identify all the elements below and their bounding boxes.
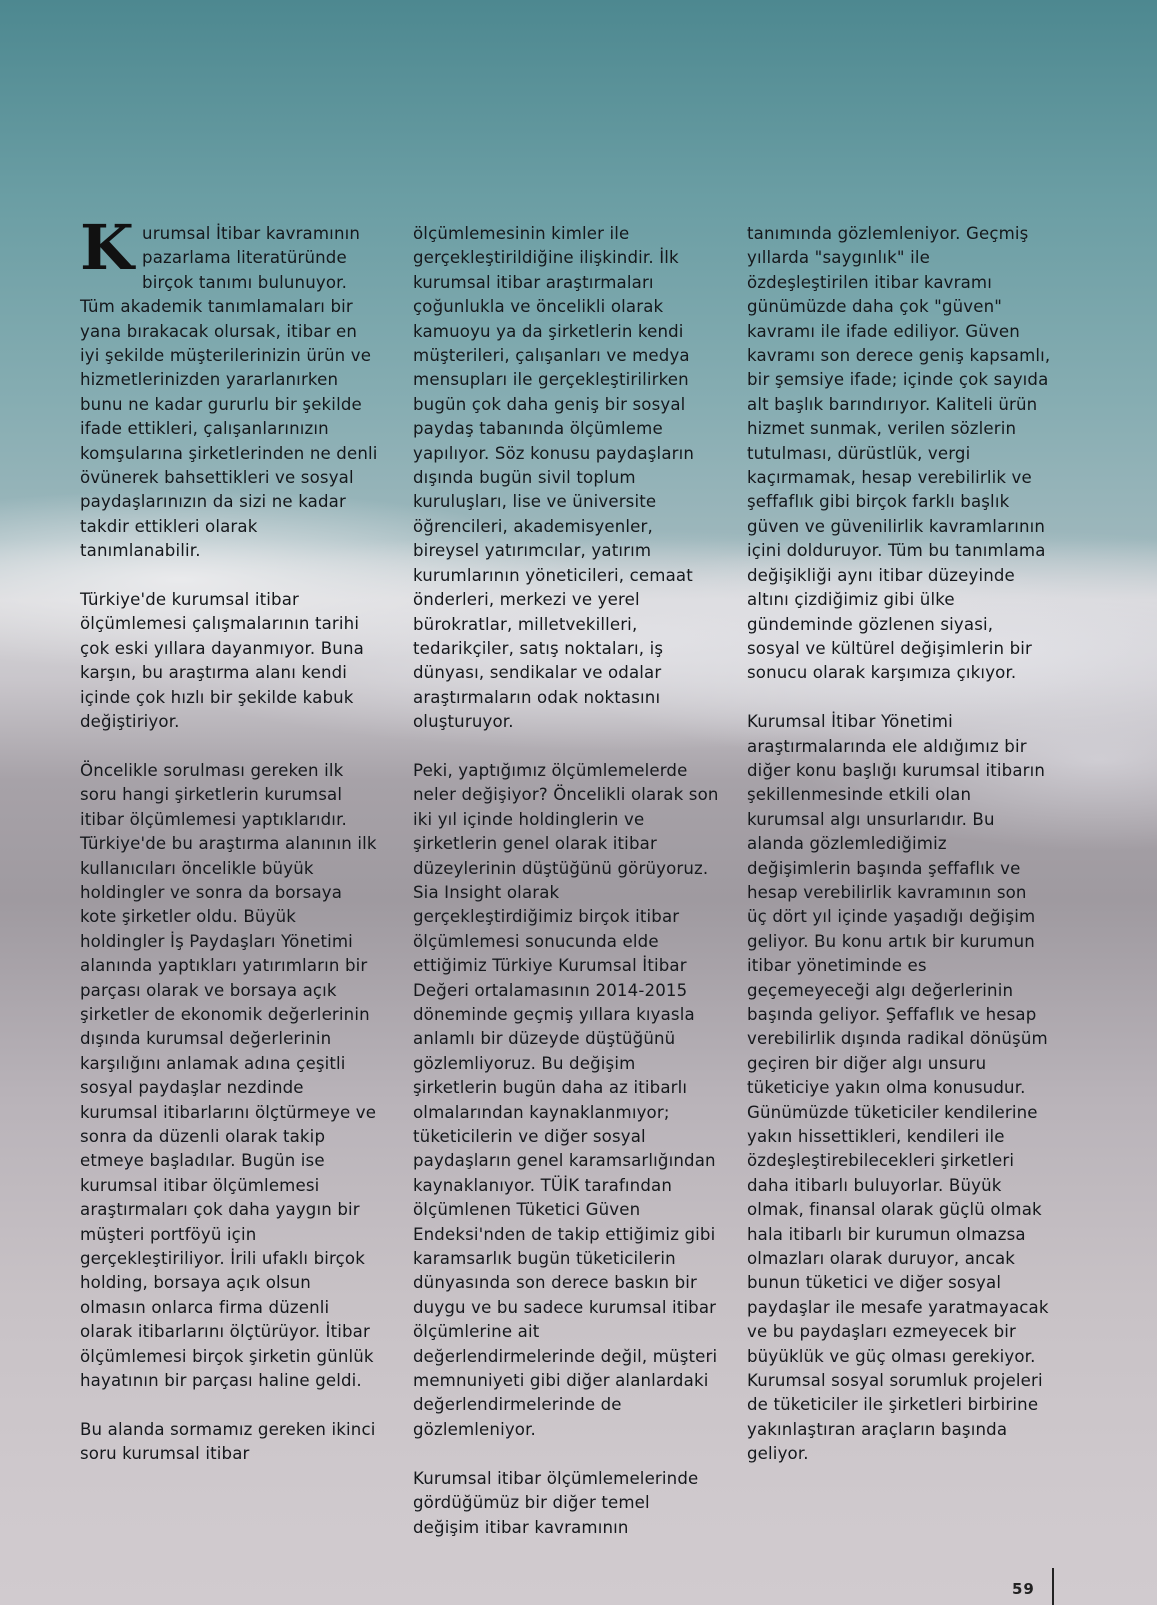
paragraph: ölçümlemesinin kimler ile gerçekleştirildiğine ilişkindir. İlk kurumsal itibar araştırmaları çoğunlukla ve öncelikli olarak kamuoyu ya da şirketlerin kendi müşterileri, çalışanları ve medya mensupları ile gerçekleştirilirken bugün çok daha geniş bir sosyal paydaş tabanında ölçümleme yapılıyor. Söz konusu paydaşların dışında bugün sivil toplum kuruluşları, lise ve üniversite öğrencileri, akademisyenler, bireysel yatırımcılar, yatırım kurumlarının yöneticileri, cemaat önderleri, merkezi ve yerel bürokratlar, milletvekilleri, tedarikçiler, satış noktaları, iş dünyası, sendikalar ve odalar araştırmaların odak noktasını oluşturuyor. xyxy=(413,224,695,732)
paragraph: Peki, yaptığımız ölçümlemelerde neler değişiyor? Öncelikli olarak son iki yıl içinde holdinglerin ve şirketlerin genel olarak itibar düzeylerinin düştüğünü görüyoruz. Sia Insight olarak gerçekleştirdiğimiz birçok itibar ölçümlemesi sonucunda elde ettiğimiz Türkiye Kurumsal İtibar Değeri ortalamasının 2014-2015 döneminde geçmiş yıllara kıyasla anlamlı bir düzeyde düştüğünü gözlemliyoruz. Bu değişim şirketlerin bugün daha az itibarlı olmalarından kaynaklanmıyor; tüketicilerin ve diğer sosyal paydaşların genel karamsarlığından kaynaklanıyor. TÜİK tarafından ölçümlenen Tüketici Güven Endeksi'nden de takip ettiğimiz gibi karamsarlık bugün tüketicilerin dünyasında son derece baskın bir duygu ve bu sadece kurumsal itibar ölçümlerine ait değerlendirmelerinde değil, müşteri memnuniyeti gibi diğer alanlardaki değerlendirmelerinde de gözlemleniyor. xyxy=(413,760,719,1439)
paragraph: Türkiye'de kurumsal itibar ölçümlemesi çalışmalarının tarihi çok eski yıllara dayanmıyor. Buna karşın, bu araştırma alanı kendi içinde çok hızlı bir şekilde kabuk değiştiriyor. xyxy=(80,590,364,732)
article-column-1 xyxy=(80,211,380,1491)
paragraph: Kurumsal İtibar Yönetimi araştırmalarında ele aldığımız bir diğer konu başlığı kurumsal itibarın şekillenmesinde etkili olan kurumsal algı unsurlarıdır. Bu alanda gözlemlediğimiz değişimlerin başında şeffaflık ve hesap verebilirlik kavramının son üç dört yıl içinde yaşadığı değişim geliyor. Bu konu artık bir kurumun itibar yönetiminde es geçemeyeceği algı değerlerinin başında geliyor. Şeffaflık ve hesap verebilirlik dışında radikal dönüşüm geçiren bir diğer algı unsuru tüketiciye yakın olma konusudur. Günümüzde tüketiciler kendilerine yakın hissettikleri, kendileri ile özdeşleştirebilecekleri şirketleri daha itibarlı buluyorlar. Büyük olmak, finansal olarak güçlü olmak hala itibarlı bir kurumun olmazsa olmazları olarak duruyor, ancak bunun tüketici ve diğer sosyal paydaşlar ile mesafe yaratmayacak ve bu paydaşları ezmeyecek bir büyüklük ve güç olması gerekiyor. Kurumsal sosyal sorumluk projeleri de tüketiciler ile şirketleri birbirine yakınlaştıran araçların başında geliyor. xyxy=(747,712,1049,1464)
paragraph: Kurumsal itibar ölçümlemelerinde gördüğümüz bir diğer temel değişim itibar kavramının xyxy=(413,1468,699,1537)
folio-divider xyxy=(1052,1568,1054,1605)
page-number: 59 xyxy=(1012,1580,1035,1598)
paragraph-text: urumsal İtibar kavramının pazarlama literatüründe birçok tanımı bulunuyor. Tüm akademik tanımlamaları bir yana bırakacak olursak, itibar en iyi şekilde müşterilerinizin ürün ve hizmetlerinizden yararlanırken bunu ne kadar gururlu bir şekilde ifade ettikleri, çalışanlarınızın komşularına şirketlerinden ne denli övünerek bahsettikleri ve sosyal paydaşlarınızın da sizi ne kadar takdir ettikleri olarak tanımlanabilir. xyxy=(80,224,378,561)
drop-cap: K xyxy=(80,211,135,284)
article-column-2 xyxy=(413,222,719,1564)
article-column-3 xyxy=(747,222,1051,1491)
paragraph: tanımında gözlemleniyor. Geçmiş yıllarda "saygınlık" ile özdeşleştirilen itibar kavramı günümüzde daha çok "güven" kavramı ile ifade ediliyor. Güven kavramı son derece geniş kapsamlı, bir şemsiye ifade; içinde çok sayıda alt başlık barındırıyor. Kaliteli ürün hizmet sunmak, verilen sözlerin tutulması, dürüstlük, vergi kaçırmamak, hesap verebilirlik ve şeffaflık gibi birçok farklı başlık güven ve güvenilirlik kavramlarının içini dolduruyor. Tüm bu tanımlama değişikliği aynı itibar düzeyinde altını çizdiğimiz gibi ülke gündeminde gözlenen siyasi, sosyal ve kültürel değişimlerin bir sonucu olarak karşımıza çıkıyor. xyxy=(747,224,1051,683)
paragraph: Öncelikle sorulması gereken ilk soru hangi şirketlerin kurumsal itibar ölçümlemesi yaptıklarıdır. Türkiye'de bu araştırma alanının ilk kullanıcıları öncelikle büyük holdingler ve sonra da borsaya kote şirketler oldu. Büyük holdingler İş Paydaşları Yönetimi alanında yaptıkları yatırımların bir parçası olarak ve borsaya açık şirketler de ekonomik değerlerinin dışında kurumsal değerlerinin karşılığını anlamak adına çeşitli sosyal paydaşlar nezdinde kurumsal itibarlarını ölçtürmeye ve sonra da düzenli olarak takip etmeye başladılar. Bugün ise kurumsal itibar ölçümlemesi araştırmaları çok daha yaygın bir müşteri portföyü için gerçekleştiriliyor. İrili ufaklı birçok holding, borsaya açık olsun olmasın onlarca firma düzenli olarak itibarlarını ölçtürüyor. İtibar ölçümlemesi birçok şirketin günlük hayatının bir parçası haline geldi. xyxy=(80,760,377,1391)
paragraph: Bu alanda sormamız gereken ikinci soru kurumsal itibar xyxy=(80,1419,376,1464)
paragraph xyxy=(80,211,380,564)
